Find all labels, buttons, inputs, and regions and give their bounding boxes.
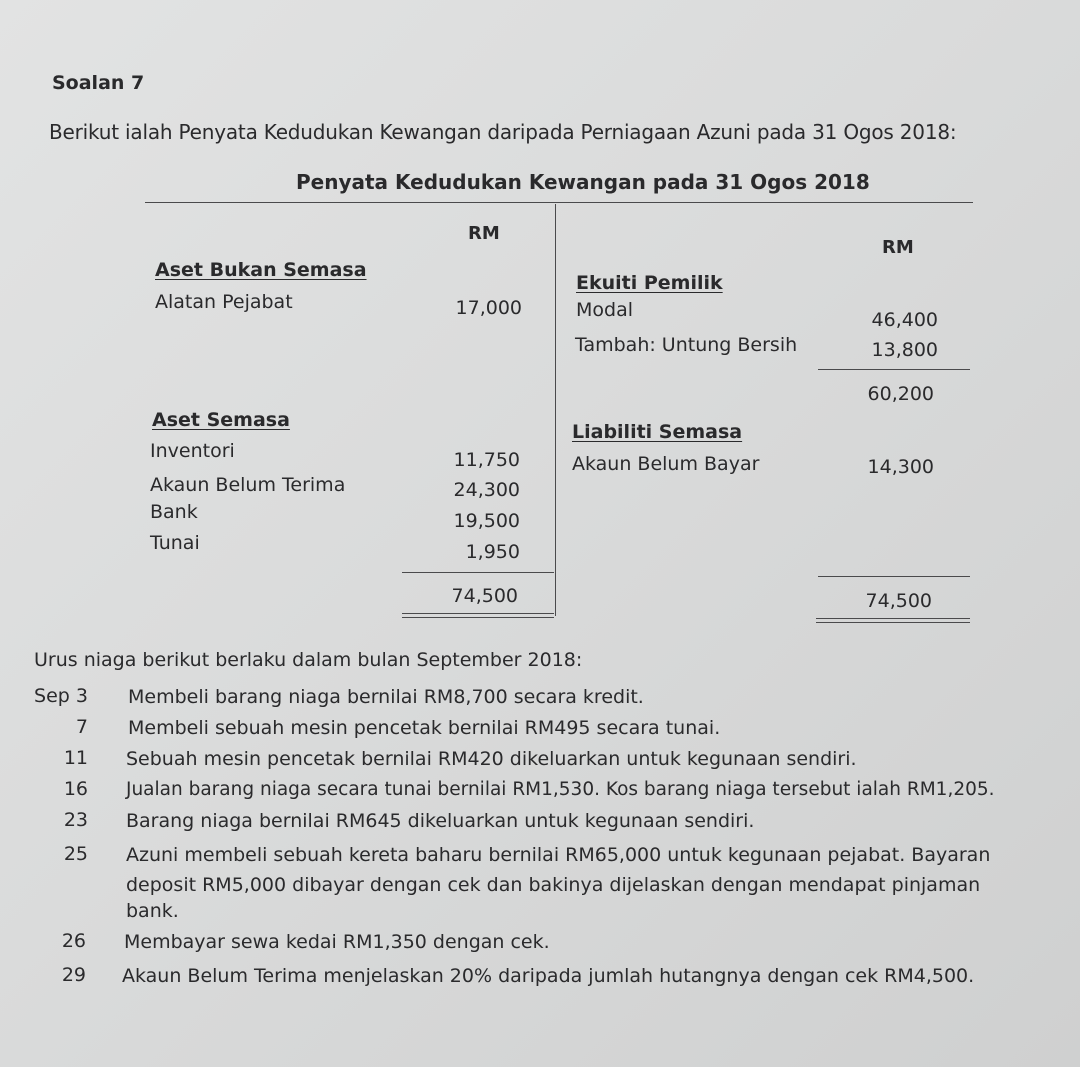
transaction-description: Membeli barang niaga bernilai RM8,700 secara kredit.	[128, 686, 644, 708]
net-profit-label: Tambah: Untung Bersih	[575, 334, 798, 356]
asset-amount-receivables: 24,300	[453, 479, 520, 501]
non-current-assets-heading: Aset Bukan Semasa	[155, 259, 367, 281]
left-total: 74,500	[451, 585, 518, 607]
asset-label-office-equipment: Alatan Pejabat	[155, 291, 293, 313]
right-currency-label: RM	[882, 237, 914, 258]
transaction-date: 11	[63, 747, 88, 769]
transaction-description: Barang niaga bernilai RM645 dikeluarkan untuk kegunaan sendiri.	[126, 810, 755, 832]
transaction-date: 7	[75, 716, 88, 738]
asset-amount-inventory: 11,750	[453, 449, 520, 471]
asset-amount-office-equipment: 17,000	[455, 297, 522, 319]
left-total-double-rule-2	[402, 617, 554, 618]
current-assets-heading: Aset Semasa	[152, 409, 290, 431]
asset-amount-bank: 19,500	[453, 510, 520, 532]
transaction-date: 23	[63, 809, 88, 831]
transaction-date: 29	[61, 964, 86, 986]
capital-amount: 46,400	[871, 309, 938, 331]
transaction-date: 25	[63, 843, 88, 865]
transaction-description: Sebuah mesin pencetak bernilai RM420 dikeluarkan untuk kegunaan sendiri.	[126, 748, 857, 770]
transaction-date: 16	[63, 778, 88, 800]
question-intro: Berikut ialah Penyata Kedudukan Kewangan daripada Perniagaan Azuni pada 31 Ogos 2018:	[49, 120, 957, 144]
statement-center-divider	[555, 204, 556, 616]
owner-equity-heading: Ekuiti Pemilik	[576, 272, 723, 294]
transaction-description: Membeli sebuah mesin pencetak bernilai RM495 secara tunai.	[128, 717, 721, 739]
transaction-date: Sep 3	[34, 685, 88, 707]
transaction-description-continued: deposit RM5,000 dibayar dengan cek dan bakinya dijelaskan dengan mendapat pinjaman	[126, 874, 981, 896]
question-title: Soalan 7	[52, 72, 145, 94]
right-total-double-rule-1	[816, 618, 970, 619]
asset-label-receivables: Akaun Belum Terima	[150, 474, 346, 496]
right-subtotal-rule	[818, 576, 970, 577]
transaction-description: Jualan barang niaga secara tunai bernilai RM1,530. Kos barang niaga tersebut ialah RM1,205.	[126, 779, 995, 800]
right-total: 74,500	[865, 590, 932, 612]
transaction-description: Akaun Belum Terima menjelaskan 20% daripada jumlah hutangnya dengan cek RM4,500.	[122, 965, 975, 987]
capital-label: Modal	[576, 299, 633, 321]
asset-amount-cash: 1,950	[465, 541, 520, 563]
net-profit-amount: 13,800	[871, 339, 938, 361]
equity-subtotal-rule	[818, 369, 970, 370]
asset-label-inventory: Inventori	[150, 440, 235, 462]
statement-title: Penyata Kedudukan Kewangan pada 31 Ogos 2018	[296, 170, 870, 194]
asset-label-bank: Bank	[150, 501, 198, 523]
transaction-description: Azuni membeli sebuah kereta baharu bernilai RM65,000 untuk kegunaan pejabat. Bayaran	[126, 844, 991, 866]
payables-label: Akaun Belum Bayar	[572, 453, 760, 475]
statement-top-rule	[145, 202, 973, 203]
current-liabilities-heading: Liabiliti Semasa	[572, 421, 743, 443]
payables-amount: 14,300	[867, 456, 934, 478]
left-total-double-rule-1	[402, 613, 554, 614]
right-total-double-rule-2	[816, 622, 970, 623]
transaction-description-continued: bank.	[126, 900, 179, 922]
equity-subtotal: 60,200	[867, 383, 934, 405]
left-subtotal-rule	[402, 572, 554, 573]
transaction-description: Membayar sewa kedai RM1,350 dengan cek.	[124, 931, 550, 953]
asset-label-cash: Tunai	[150, 532, 200, 554]
transactions-heading: Urus niaga berikut berlaku dalam bulan September 2018:	[34, 649, 583, 671]
left-currency-label: RM	[468, 223, 500, 244]
transaction-date: 26	[61, 930, 86, 952]
